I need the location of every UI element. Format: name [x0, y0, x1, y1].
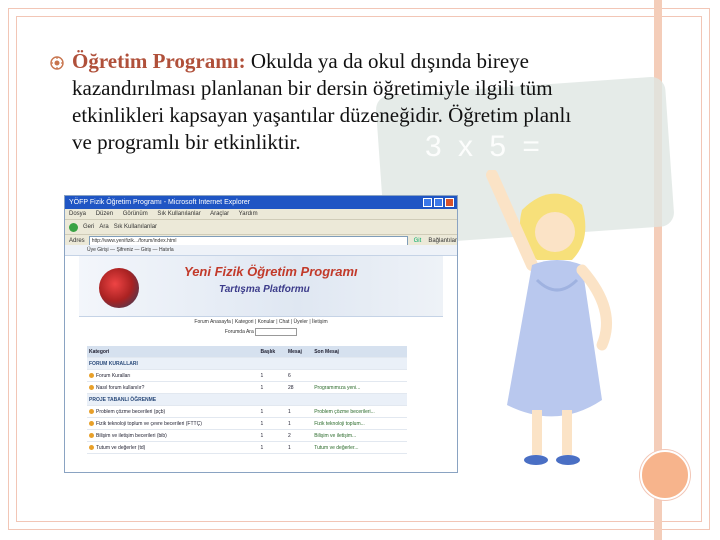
go-button[interactable]: Git — [413, 237, 422, 244]
maximize-icon[interactable] — [434, 198, 443, 207]
menu-tools[interactable]: Araçlar — [210, 211, 230, 217]
table-header-row — [87, 346, 407, 358]
menu-view[interactable]: Görünüm — [122, 211, 148, 217]
last-post[interactable]: Bilişim ve iletişim... — [312, 430, 407, 442]
definition-line-1: Okulda ya da okul dışında bireye — [245, 49, 530, 73]
post-count: 1 — [286, 418, 312, 430]
post-count: 28 — [286, 382, 312, 394]
definition-paragraph — [72, 48, 652, 156]
browser-titlebar — [65, 196, 457, 209]
address-label: Adres — [69, 237, 85, 244]
topic-count: 1 — [258, 418, 285, 430]
topic-count: 1 — [258, 430, 285, 442]
post-count: 2 — [286, 430, 312, 442]
folder-icon — [89, 385, 94, 390]
chalkboard-text: 3 x 5 = — [425, 130, 544, 163]
address-input[interactable]: http://www.yenifizik.../forum/index.html — [89, 236, 408, 246]
teacher-illustration — [452, 170, 652, 470]
bullet-icon — [50, 56, 64, 70]
back-icon[interactable] — [69, 223, 78, 232]
back-button[interactable]: Geri — [83, 224, 95, 230]
browser-screenshot — [64, 195, 458, 473]
definition-line-3: etkinlikleri kapsayan yaşantılar düzeneğidir. Öğretim planlı — [72, 103, 572, 127]
window-controls — [423, 198, 454, 207]
table-row[interactable] — [87, 382, 407, 394]
menu-file[interactable]: Dosya — [69, 211, 87, 217]
links-button[interactable]: Bağlantılar — [428, 237, 457, 244]
forum-page — [65, 245, 457, 472]
post-count: 1 — [286, 442, 312, 454]
browser-title: YÖFP Fizik Öğretim Programı - Microsoft Internet Explorer — [69, 199, 251, 206]
table-row[interactable] — [87, 442, 407, 454]
header-last-post: Son Mesaj — [312, 346, 407, 358]
table-row[interactable] — [87, 418, 407, 430]
last-post[interactable]: Fizik teknoloji toplum... — [312, 418, 407, 430]
close-icon[interactable] — [445, 198, 454, 207]
forum-title[interactable]: Bilişim ve iletişim becerileri (bib) — [96, 432, 167, 439]
header-posts: Mesaj — [286, 346, 312, 358]
favorites-button[interactable]: Sık Kullanılanlar — [113, 224, 158, 230]
header-category: Kategori — [87, 346, 258, 358]
forum-nav-links[interactable]: Forum Anasayfa | Kategori | Konular | Chat | Üyeler | İletişim — [194, 319, 328, 325]
last-post[interactable]: Tutum ve değerler... — [312, 442, 407, 454]
banner-subtitle: Tartışma Platformu — [219, 284, 310, 295]
topic-count: 1 — [258, 406, 285, 418]
topic-count: 1 — [258, 382, 285, 394]
forum-banner — [79, 256, 443, 317]
last-post[interactable]: Programımıza yeni... — [312, 382, 407, 394]
folder-icon — [89, 445, 94, 450]
menu-favorites[interactable]: Sık Kullanılanlar — [157, 211, 201, 217]
header-topics: Başlık — [258, 346, 285, 358]
post-count: 6 — [286, 370, 312, 382]
definition-line-2: kazandırılması planlanan bir dersin öğretimiyle ilgili tüm — [72, 76, 553, 100]
login-bar[interactable]: Üye Girişi — Şifreniz — Giriş — Hatırla — [65, 245, 457, 256]
search-button[interactable]: Ara — [99, 224, 109, 230]
forum-title[interactable]: Fizik teknoloji toplum ve çevre becerileri (FTTÇ) — [96, 420, 202, 427]
forum-title[interactable]: Tutum ve değerler (td) — [96, 444, 146, 451]
section-title: PROJE TABANLI ÖĞRENME — [87, 394, 407, 406]
topic-count: 1 — [258, 442, 285, 454]
section-row — [87, 358, 407, 370]
forum-title[interactable]: Problem çözme becerileri (pçb) — [96, 408, 166, 415]
post-count: 1 — [286, 406, 312, 418]
folder-icon — [89, 421, 94, 426]
browser-toolbar — [65, 219, 457, 234]
section-row — [87, 394, 407, 406]
table-row[interactable] — [87, 406, 407, 418]
folder-icon — [89, 373, 94, 378]
menu-edit[interactable]: Düzen — [95, 211, 114, 217]
definition-term: Öğretim Programı: — [72, 49, 246, 73]
forum-title[interactable]: Nasıl forum kullanılır? — [96, 384, 145, 391]
menu-help[interactable]: Yardım — [238, 211, 258, 217]
folder-icon — [89, 409, 94, 414]
table-row[interactable] — [87, 370, 407, 382]
last-post[interactable]: Problem çözme becerileri... — [312, 406, 407, 418]
search-input[interactable] — [255, 328, 297, 336]
browser-menubar — [65, 209, 457, 219]
last-post[interactable] — [312, 370, 407, 382]
forum-table — [87, 346, 407, 454]
forum-search — [65, 327, 457, 337]
banner-title: Yeni Fizik Öğretim Programı — [184, 264, 358, 279]
forum-title[interactable]: Forum Kuralları — [96, 372, 131, 379]
definition-line-4: ve programlı bir etkinliktir. — [72, 130, 301, 154]
search-label: Forumda Ara — [224, 329, 254, 335]
topic-count: 1 — [258, 370, 285, 382]
atom-logo-icon — [99, 268, 139, 308]
section-title: FORUM KURALLARI — [87, 358, 407, 370]
table-row[interactable] — [87, 430, 407, 442]
minimize-icon[interactable] — [423, 198, 432, 207]
folder-icon — [89, 433, 94, 438]
